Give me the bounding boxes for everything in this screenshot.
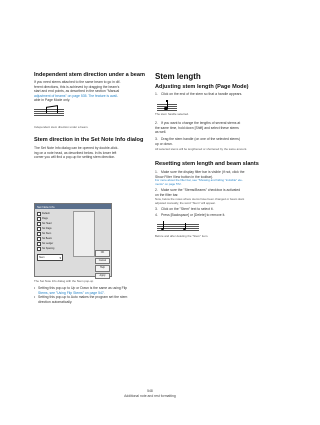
heading-reset: Resetting stem length and beam slants [155, 161, 259, 167]
ok-button[interactable]: OK [95, 250, 110, 257]
text-line: able in Page Mode only. [34, 98, 71, 103]
cancel-button[interactable]: Cancel [95, 258, 110, 265]
text-line: ing on a note head, as described below. In its lower left [34, 150, 117, 155]
heading-stem-length: Stem length [155, 72, 201, 81]
help-button[interactable]: Help [95, 265, 110, 272]
dialog-buttons [95, 250, 110, 279]
stem-popup[interactable]: Stem ▾ [39, 255, 61, 260]
text-line: The Set Note Info dialog can be opened by double-click- [34, 146, 119, 150]
bullet-list [34, 286, 152, 304]
rstep-3: 3. Click on the "Stem" text to select it. [155, 207, 214, 211]
chevron-down-icon: ▾ [59, 255, 61, 260]
apply-button[interactable]: Apply [95, 273, 110, 280]
bullet-icon: • [34, 295, 36, 300]
caption-dialog: The Set Note Info dialog with the Stem pop-up [34, 279, 94, 283]
dialog-row[interactable]: Flags [37, 216, 71, 221]
heading-adjust-stem-length: Adjusting stem length (Page Mode) [155, 84, 249, 90]
bullet-item-cont: direction automatically. [38, 299, 73, 304]
text-line: start and end points, as described in the section "Manual [34, 89, 120, 94]
dialog-row[interactable]: No Spacing [37, 246, 71, 251]
dialog-title: Set Note Info [37, 204, 55, 209]
caption-before-after: Before and after deleting the "Stem" item. [155, 234, 209, 238]
music-example-handle [157, 100, 177, 111]
step-1: 1. Click on the end of the stem so that a handle appears. [155, 92, 243, 96]
rstep-2: 2. Make sure the "Stems/Beams" checkbox is activated on the filter bar. [155, 188, 241, 197]
rstep-1: 1. Make sure the display filter bar is visible (if not, click the Show Filter View button in the toolbar). [155, 170, 245, 179]
dialog-row[interactable]: No Flags [37, 226, 71, 231]
music-example-beam [34, 106, 64, 118]
rstep-1-note: For more about the filter bar, see "Showing and hiding "invisible" ele- ments" on page 572. [155, 178, 243, 186]
rstep-2-note: Now, below the notes where stems have been changed or beam slant adjusted manually, the word "Stem" will appear. [155, 197, 245, 205]
dialog-left-panel [37, 211, 71, 273]
bullet-item-cont: Stems, see "Using Flip Stems" on page 547. [38, 290, 105, 295]
text-line: If you need stems attached to the same beam to go in dif- [34, 80, 121, 84]
music-example-before-after [157, 221, 199, 233]
dialog-row[interactable]: No Ledger [37, 241, 71, 246]
bullet-icon: • [34, 286, 36, 290]
set-note-info-dialog [34, 203, 112, 277]
step-3: 3. Drag the stem handle (on one of the selected stems) up or down. [155, 137, 240, 146]
page-number: 548 [147, 389, 153, 393]
dialog-row[interactable]: No Head [37, 221, 71, 226]
dialog-row[interactable]: No Stem [37, 231, 71, 236]
para-stem-direction [34, 80, 152, 103]
dialog-middle-panel [73, 211, 95, 257]
dialog-row[interactable]: Default [37, 211, 71, 216]
page-footer-title: Additional note and rest formatting [124, 394, 176, 398]
dialog-title-bar [35, 204, 111, 209]
text-line: ferent directions, this is achieved by dragging the beam's [34, 84, 120, 89]
dialog-row[interactable]: No Beam [37, 236, 71, 241]
bullet-item: • Setting this pop-up to Auto makes the program set the stem [34, 295, 128, 300]
rstep-4: 4. Press [Backspace] or [Delete] to remove it. [155, 213, 226, 217]
step-2: 2. If you want to change the lengths of several stems at the same time, hold down [Shift] and select these stems as well. [155, 121, 241, 135]
caption-stem-direction: Independent stem direction under a beam. [34, 125, 89, 129]
caption-handle: The stem handle selected. [155, 112, 189, 116]
link-line[interactable]: adjustment of beams" on page 535. The feature is avail- [34, 93, 119, 98]
note-all-selected: All selected stems will be lengthened or shortened by the same amount. [155, 147, 248, 151]
text-line: corner you will find a pop-up for setting stem direction. [34, 155, 116, 160]
bullet-item: • Setting this pop-up to Up or Down is the same as using Flip [34, 286, 128, 290]
para-set-note-info [34, 146, 152, 160]
heading-set-note-info: Stem direction in the Set Note Info dialog [34, 137, 144, 143]
heading-stem-direction: Independent stem direction under a beam [34, 72, 145, 78]
